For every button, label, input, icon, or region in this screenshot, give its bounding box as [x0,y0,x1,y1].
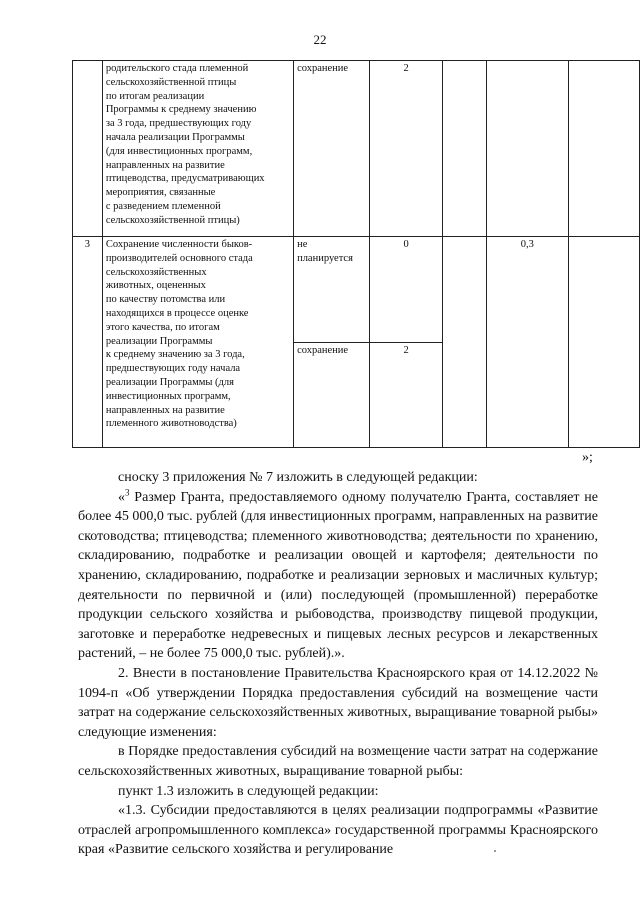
closing-mark: »; [582,450,593,465]
empty-cell [443,61,487,237]
page-number: 22 [313,32,327,47]
paragraph: 2. Внести в постановление Правительства Красноярского края от 14.12.2022 № 1094-п «Об утверждении Порядка предоставления субсидий на возмещение части затрат на содержание сельскохозяйственных животных, выращивание товарной рыбы» следующие изменения: [78,665,598,740]
value-text: 0 [403,239,409,250]
open-quote: « [118,489,125,505]
paragraph: пункт 1.3 изложить в следующей редакции: [118,783,379,799]
status-cell [294,61,370,237]
indicator-cell [102,61,293,237]
status-text: сохранение [297,63,349,74]
value-cell [369,61,442,237]
indicator-text: Сохранение численности быков- производителей основного стада сельскохозяйственных животных, оцененных по качеству потомства или находящихся в процессе оценке этого качества, по итогам реализации Программы к среднему значению за 3 года, предшествующих году начала реализации Программы (для инвестиционных программ, направленных на развитие племенного животноводства) [105,239,253,430]
paragraph [78,488,598,664]
table-row [73,61,640,237]
empty-cell [443,237,487,448]
empty-cell [487,61,568,237]
document-body [78,468,598,860]
status-text: сохранение [297,345,349,356]
footnote-mark: 3 [125,486,130,497]
indicators-table [72,60,640,448]
empty-cell [568,61,639,237]
value-text: 2 [403,345,409,356]
extra-value-cell: 0,3 [487,237,568,448]
value-cell [369,237,442,448]
table-row [73,237,640,448]
indicator-cell [102,237,293,448]
paragraph: «1.3. Субсидии предоставляются в целях реализации подпрограммы «Развитие отраслей агропромышленного комплекса» государственной программы Красноярского края «Развитие сельского хозяйства и регулирование [78,803,598,858]
status-text: не планируется [297,239,353,264]
paragraph: сноску 3 приложения № 7 изложить в следующей редакции: [118,470,478,485]
paragraph: в Порядке предоставления субсидий на возмещение части затрат на содержание сельскохозяйственных животных, выращивание товарной рыбы: [78,744,598,779]
value-text: 2 [403,63,409,74]
indicator-text: родительского стада племенной сельскохозяйственной птицы по итогам реализации Программы к среднему значению за 3 года, предшествующих году начала реализации Программы (для инвестиционных программ, направленных на развитие птицеводства, предусматривающих мероприятия, связанные с разведением племенной сельскохозяйственной птицы) [105,63,265,226]
status-cell [294,237,370,448]
paragraph-text: Размер Гранта, предоставляемого одному получателю Гранта, составляет не более 45 000,0 тыс. рублей (для инвестиционных программ, направленных на развитие скотоводства; птицеводства; племенного животноводства; деятельности по хранению, складированию, подработке и реализации овощей и картофеля; деятельности по хранению, складированию, подработке и реализации зерновых и масличных культур; деятельности по первичной и (или) последующей (промышленной) переработке продукции сельского хозяйства и рыбоводства, производству пищевой продукции, заготовке и переработке недревесных и пищевых лесных ресурсов и лекарственных растений, – не более 75 000,0 тыс. рублей).». [78,489,598,662]
row-number-cell [73,61,103,237]
scan-speck [494,850,496,852]
empty-cell [568,237,639,448]
row-number-cell: 3 [73,237,103,448]
